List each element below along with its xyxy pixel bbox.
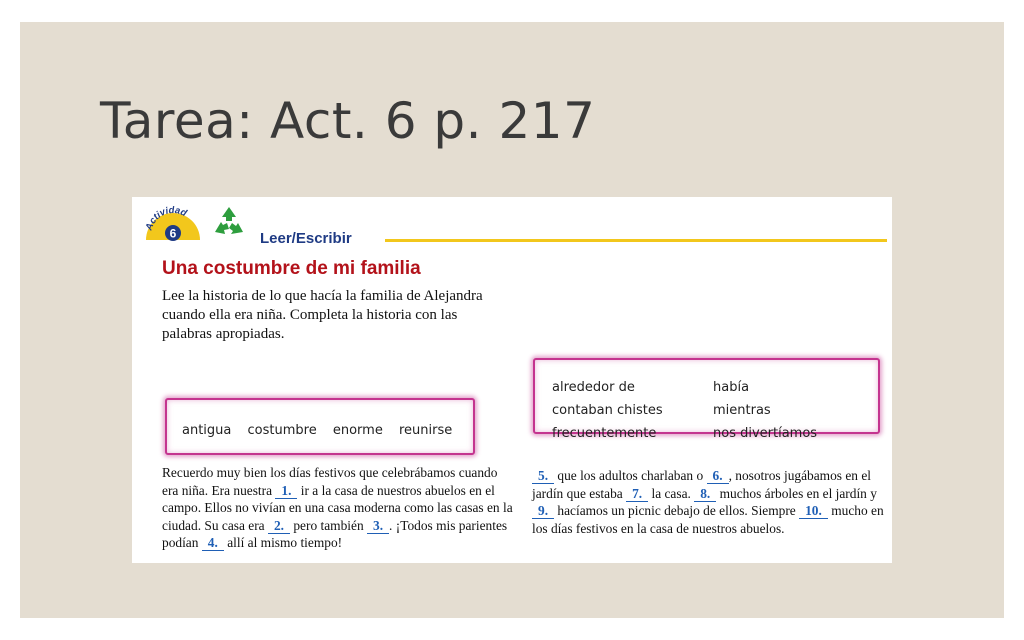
instructions: Lee la historia de lo que hacía la familia de Alejandra cuando ella era niña. Completa la historia con las palabras apropiadas. <box>162 288 483 342</box>
word-bank-item: había <box>713 380 750 395</box>
activity-badge-icon <box>142 202 204 242</box>
word-bank-item: reunirse <box>398 423 453 438</box>
word-bank-1-words <box>182 423 464 438</box>
word-bank-item: mientras <box>713 403 771 418</box>
word-bank-item: alrededor de <box>552 380 635 395</box>
passage-text: , nosotros jugábamos en el jardín que estaba <box>532 468 872 501</box>
passage-text: ir a la casa de nuestros abuelos en el campo. Ellos no vivían en una casa moderna como las casas en la ciudad. Su casa era <box>162 482 513 533</box>
passage-right <box>532 467 887 537</box>
word-bank-item: contaban chistes <box>552 403 663 418</box>
skill-label: Leer/Escribir <box>260 230 352 247</box>
passage-text: pero también <box>290 517 367 533</box>
passage-text: muchos árboles en el jardín y <box>716 485 877 501</box>
word-bank-item: costumbre <box>247 423 317 438</box>
passage-text: que los adultos charlaban o <box>554 468 707 483</box>
blank-6: 6. <box>707 469 729 484</box>
blank-9: 9. <box>532 504 554 519</box>
blank-3: 3. <box>367 519 389 534</box>
word-bank-item: frecuentemente <box>552 426 657 441</box>
passage-text: hacíamos un picnic debajo de ellos. Siempre <box>554 503 800 519</box>
word-bank-item: enorme <box>332 423 383 438</box>
textbook-page <box>132 197 892 563</box>
badge-number: 6 <box>169 226 177 241</box>
word-bank-2-column-2 <box>713 376 817 445</box>
passage-text: mucho en los días festivos en la casa de nuestros abuelos. <box>532 503 884 536</box>
blank-1: 1. <box>275 484 297 499</box>
header-rule <box>385 239 887 242</box>
passage-text: allí al mismo tiempo! <box>223 535 343 551</box>
slide-title: Tarea: Act. 6 p. 217 <box>100 92 596 150</box>
word-bank-1 <box>165 398 475 455</box>
blank-5: 5. <box>532 469 554 484</box>
word-bank-item: antigua <box>182 423 232 438</box>
blank-4: 4. <box>202 536 224 551</box>
word-bank-2 <box>533 358 880 441</box>
recycle-icon <box>212 205 246 239</box>
passage-text: Recuerdo muy bien los días festivos que celebrábamos cuando era niña. Era nuestra <box>162 465 498 498</box>
passage-text: la casa. <box>648 485 695 501</box>
passage-text: . ¡Todos mis parientes podían <box>162 517 508 551</box>
blank-8: 8. <box>694 487 716 502</box>
slide <box>20 22 1004 618</box>
word-bank-2-column-1 <box>552 376 663 445</box>
blank-7: 7. <box>626 487 648 502</box>
passage-left <box>162 464 517 552</box>
blank-10: 10. <box>799 504 828 519</box>
blank-2: 2. <box>268 519 290 534</box>
word-bank-item: nos divertíamos <box>713 426 818 441</box>
badge-word: Actividad <box>143 204 189 232</box>
activity-title: Una costumbre de mi familia <box>162 258 421 279</box>
